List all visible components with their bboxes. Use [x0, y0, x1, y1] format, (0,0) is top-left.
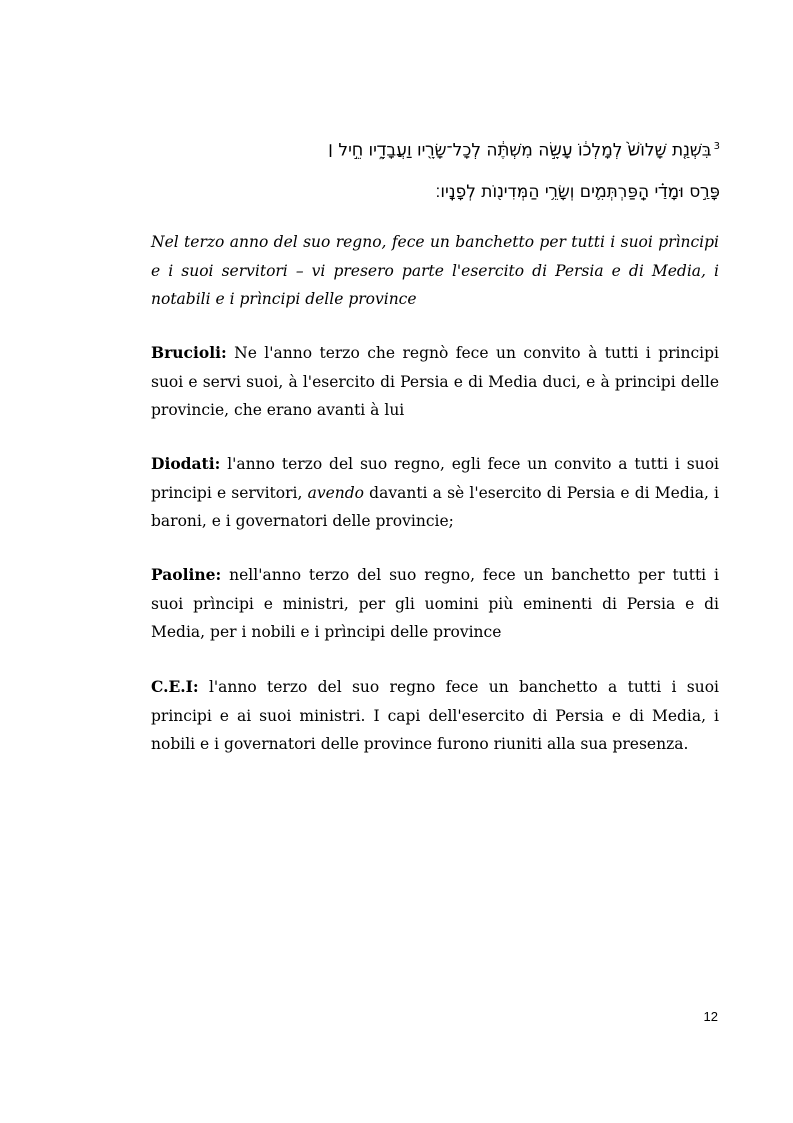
verse-number: 3 — [713, 141, 720, 152]
version-text-cei: l'anno terzo del suo regno fece un banchetto a tutti i suoi principi e ai suoi ministri. I capi dell'esercito di Persia e di Media, i nobili e i governatori delle province furono riuniti alla sua presenza. — [151, 678, 719, 753]
version-text-paoline: nell'anno terzo del suo regno, fece un banchetto per tutti i suoi prìncipi e ministri, per gli uomini più eminenti di Persia e di Media, per i nobili e i prìncipi delle province — [151, 566, 719, 641]
version-label-diodati: Diodati: — [151, 454, 221, 473]
version-diodati — [151, 450, 719, 536]
version-label-paoline: Paoline: — [151, 565, 222, 584]
hebrew-line-2: פָּרַ֣ס וּמָדַ֗י הַֽפַּרְתְּמִ֛ים וְשָׂרֵ֥י הַמְּדִינ֖וֹת לְפָנָֽיו׃ — [435, 181, 720, 202]
version-text-diodati-part2: davanti a sè l'esercito di Persia e di Media, i baroni, e i governatori delle provincie; — [151, 483, 719, 530]
hebrew-verse — [150, 126, 720, 213]
version-text-brucioli: Ne l'anno terzo che regnò fece un convito à tutti i principi suoi e servi suoi, à l'esercito di Persia e di Media duci, e à principi delle provincie, che erano avanti à lui — [151, 344, 719, 419]
version-label-brucioli: Brucioli: — [151, 343, 227, 362]
version-text-diodati-part1: l'anno terzo del suo regno, egli fece un convito a tutti i suoi principi e servitori, — [151, 455, 719, 502]
version-label-cei: C.E.I: — [151, 677, 199, 696]
version-text-diodati-emphasis: avendo — [307, 483, 365, 502]
hebrew-line-1-text: בִּשְׁנַ֤ת שָׁלוֹשׁ֙ לְמָלְכ֔וֹ עָשָׂ֣ה מִשְׁתֶּ֔ה לְכָל־שָׂרָ֖יו וַעֲבָדָ֑יו חֵ֣יל ׀ — [327, 140, 712, 161]
version-brucioli — [151, 339, 719, 425]
italian-translation: Nel terzo anno del suo regno, fece un banchetto per tutti i suoi prìncipi e i suoi servitori – vi presero parte l'esercito di Persia e di Media, i notabili e i prìncipi delle province — [151, 233, 719, 308]
hebrew-line-1 — [150, 126, 720, 172]
version-cei — [151, 673, 719, 759]
page-number: 12 — [703, 1009, 718, 1024]
version-paoline — [151, 561, 719, 647]
